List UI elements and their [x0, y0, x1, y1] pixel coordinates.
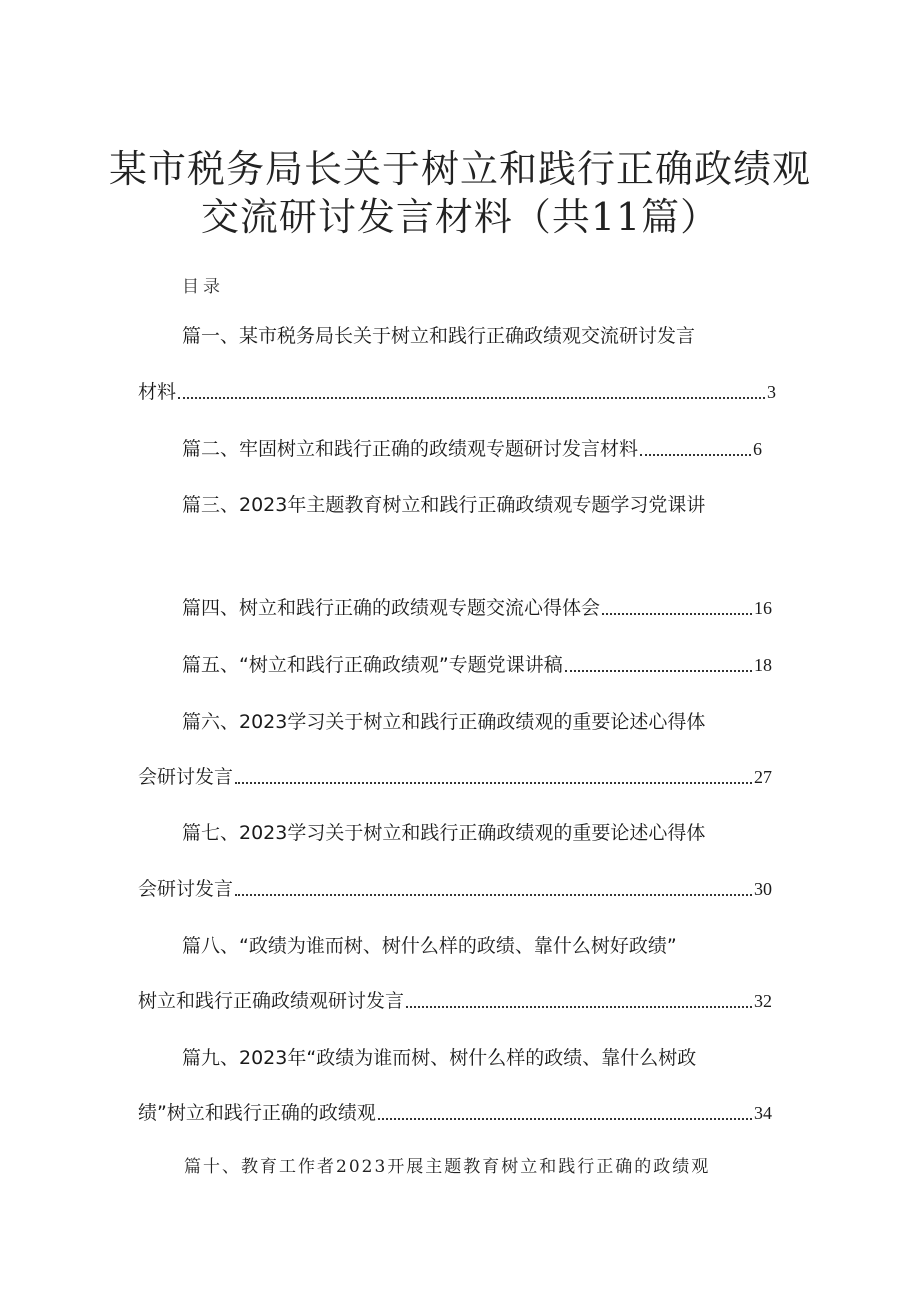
- toc-leader-dots: [406, 1006, 752, 1008]
- toc-leader-dots: [235, 782, 752, 784]
- toc-entry-1-text: 材料: [138, 381, 177, 403]
- toc-entry-3[interactable]: 篇三、2023年主题教育树立和践行正确政绩观专题学习党课讲: [182, 494, 706, 516]
- toc-entry-6-text: 会研讨发言: [138, 766, 234, 788]
- toc-entry-5[interactable]: [182, 652, 772, 678]
- toc-entry-7-line-1[interactable]: 篇七、2023学习关于树立和践行正确政绩观的重要论述心得体: [182, 822, 706, 844]
- toc-entry-9-line-2[interactable]: [138, 1100, 772, 1126]
- toc-entry-8-line-1[interactable]: 篇八、“政绩为谁而树、树什么样的政绩、靠什么树好政绩”: [182, 935, 677, 957]
- toc-entry-6-line-2[interactable]: [138, 764, 772, 790]
- toc-entry-9-text: 绩”树立和践行正确的政绩观: [138, 1102, 376, 1124]
- toc-leader-dots: [235, 894, 752, 896]
- toc-entry-2[interactable]: [182, 436, 762, 462]
- toc-entry-10[interactable]: 篇十、教育工作者2023开展主题教育树立和践行正确的政绩观: [184, 1157, 711, 1177]
- toc-entry-8-line-2[interactable]: [138, 988, 772, 1014]
- toc-entry-7-page: 30: [754, 879, 772, 899]
- toc-entry-9-page: 34: [754, 1103, 772, 1123]
- document-title-line-2: 交流研讨发言材料（共11篇）: [200, 195, 720, 239]
- toc-entry-7-text: 会研讨发言: [138, 878, 234, 900]
- document-title-line-1: 某市税务局长关于树立和践行正确政绩观: [108, 147, 811, 191]
- toc-entry-8-text: 树立和践行正确政绩观研讨发言: [138, 990, 405, 1012]
- toc-entry-2-text: 篇二、牢固树立和践行正确的政绩观专题研讨发言材料: [182, 438, 639, 460]
- toc-entry-5-text: 篇五、“树立和践行正确政绩观”专题党课讲稿: [182, 654, 563, 676]
- toc-leader-dots: [565, 670, 752, 672]
- toc-entry-5-page: 18: [754, 655, 772, 675]
- toc-entry-6-page: 27: [754, 767, 772, 787]
- toc-entry-4-page: 16: [754, 598, 772, 618]
- toc-leader-dots: [602, 613, 752, 615]
- toc-leader-dots: [178, 397, 765, 399]
- toc-entry-2-page: 6: [753, 439, 762, 459]
- toc-leader-dots: [378, 1118, 752, 1120]
- toc-entry-1-line-2[interactable]: [138, 379, 776, 405]
- toc-leader-dots: [640, 454, 751, 456]
- toc-entry-1-page: 3: [767, 382, 776, 402]
- toc-entry-4-text: 篇四、树立和践行正确的政绩观专题交流心得体会: [182, 597, 601, 619]
- toc-heading: 目录: [182, 277, 224, 297]
- toc-entry-6-line-1[interactable]: 篇六、2023学习关于树立和践行正确政绩观的重要论述心得体: [182, 711, 706, 733]
- toc-entry-1-line-1[interactable]: 篇一、某市税务局长关于树立和践行正确政绩观交流研讨发言: [182, 325, 696, 347]
- toc-entry-8-page: 32: [754, 991, 772, 1011]
- toc-entry-9-line-1[interactable]: 篇九、2023年“政绩为谁而树、树什么样的政绩、靠什么树政: [182, 1047, 697, 1069]
- toc-entry-7-line-2[interactable]: [138, 876, 772, 902]
- toc-entry-4[interactable]: [182, 595, 772, 621]
